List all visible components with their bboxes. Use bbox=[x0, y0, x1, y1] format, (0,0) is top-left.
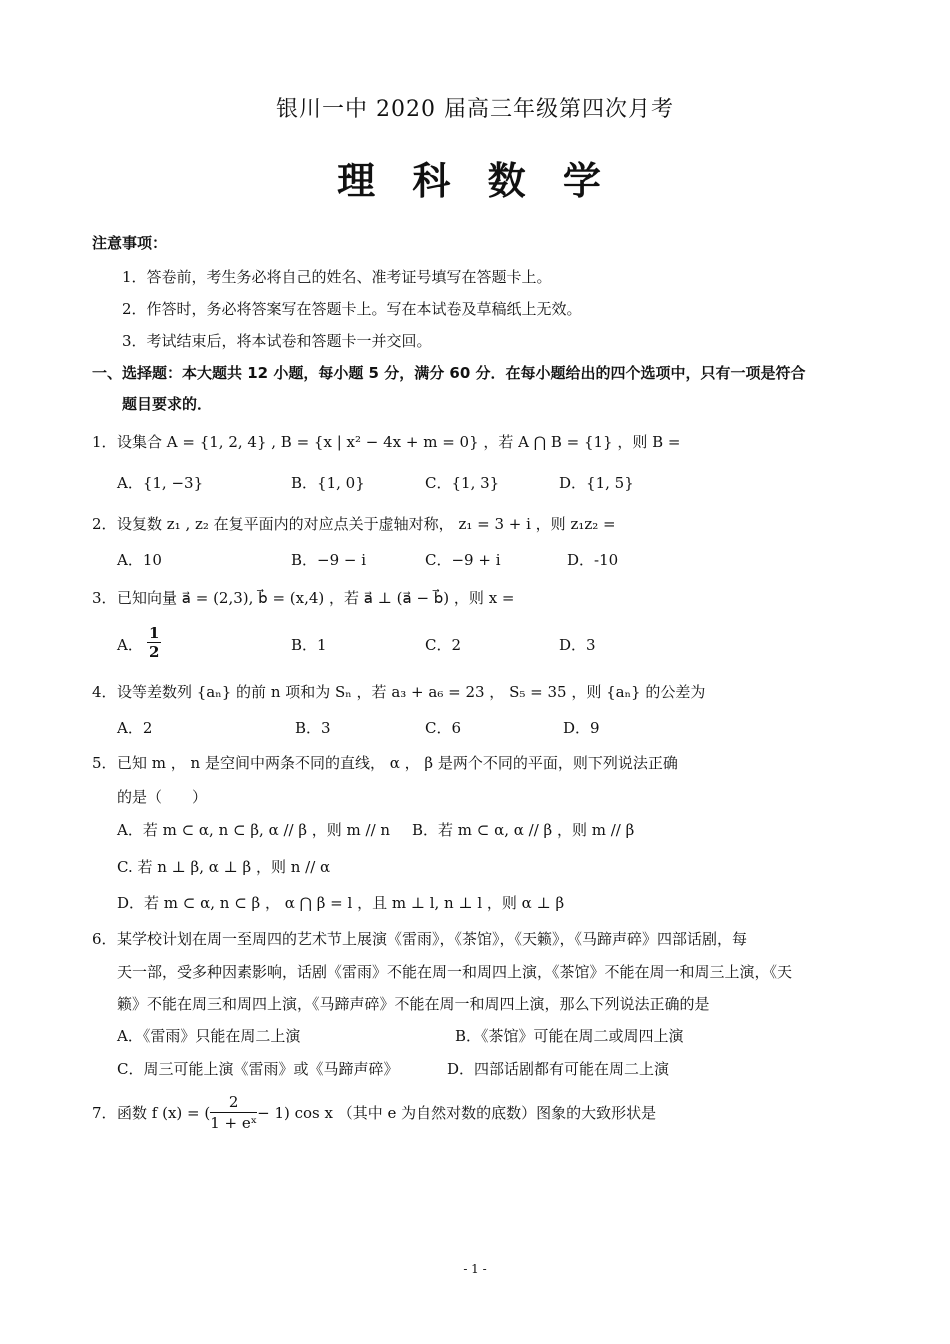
notice-title: 注意事项： bbox=[92, 234, 168, 252]
question-stem: 已知向量 a⃗ = (2,3), b⃗ = (x,4) ，若 a⃗ ⊥ (a⃗ − b⃗) ，则 x = bbox=[117, 589, 515, 607]
fraction-numerator: 1 bbox=[149, 624, 160, 642]
question-stem-continued: 籁》不能在周三和周四上演，《马蹄声碎》不能在周一和周四上演，那么下列说法正确的是 bbox=[117, 995, 710, 1013]
question-1 bbox=[92, 431, 680, 452]
option-c: C．−9 + i bbox=[425, 551, 501, 569]
option-a: A．《雷雨》只能在周二上演 bbox=[117, 1027, 301, 1045]
notice-item: 2．作答时，务必将答案写在答题卡上。写在本试卷及草稿纸上无效。 bbox=[122, 300, 582, 318]
question-stem: 设集合 A = {1, 2, 4} , B = {x | x² − 4x + m = 0} ，若 A ⋂ B = {1} ，则 B = bbox=[117, 433, 681, 451]
option-c: C．2 bbox=[425, 636, 462, 654]
question-7 bbox=[92, 1092, 656, 1133]
option-b: B．若 m ⊂ α, α // β ，则 m // β bbox=[412, 821, 635, 839]
option-d: D．若 m ⊂ α, n ⊂ β ， α ⋂ β = l ，且 m ⊥ l, n ⊥ l ，则 α ⊥ β bbox=[117, 894, 565, 912]
option-a bbox=[117, 624, 160, 661]
fraction-denominator: 2 bbox=[149, 643, 160, 661]
question-6 bbox=[92, 928, 747, 949]
page-number: - 1 - bbox=[463, 1262, 487, 1276]
option-b: B．−9 − i bbox=[291, 551, 367, 569]
question-2 bbox=[92, 513, 616, 534]
question-number: 6． bbox=[92, 930, 117, 948]
formula-prefix: 函数 f (x) = ( bbox=[117, 1104, 211, 1122]
option-c: C．{1, 3} bbox=[425, 474, 500, 492]
question-number: 2． bbox=[92, 515, 117, 533]
option-d: D．{1, 5} bbox=[559, 474, 634, 492]
question-4 bbox=[92, 681, 705, 702]
section-line: 一、选择题：本大题共 12 小题，每小题 5 分，满分 60 分．在每小题给出的四个选项中，只有一项是符合 bbox=[92, 364, 806, 382]
question-3 bbox=[92, 587, 515, 608]
fraction-denominator: 1 + eˣ bbox=[210, 1114, 258, 1132]
option-a: A．2 bbox=[117, 719, 153, 737]
option-c: C. 若 n ⊥ β, α ⊥ β ，则 n // α bbox=[117, 858, 331, 876]
section-line: 题目要求的． bbox=[122, 395, 213, 413]
fraction bbox=[147, 624, 161, 661]
fraction bbox=[210, 1092, 257, 1133]
question-stem-continued: 的是（ ） bbox=[117, 788, 208, 806]
exam-title: 理 科 数 学 bbox=[337, 159, 613, 203]
question-number: 3． bbox=[92, 589, 117, 607]
question-number: 4． bbox=[92, 683, 117, 701]
option-b: B．{1, 0} bbox=[291, 474, 365, 492]
notice-item: 3．考试结束后，将本试卷和答题卡一并交回。 bbox=[122, 332, 432, 350]
question-stem-continued: 天一部，受多种因素影响，话剧《雷雨》不能在周一和周四上演，《茶馆》不能在周一和周三上演，《天 bbox=[117, 963, 793, 981]
section-heading bbox=[92, 358, 872, 420]
option-d: D．9 bbox=[563, 719, 600, 737]
option-d: D．3 bbox=[559, 636, 596, 654]
option-c: C．周三可能上演《雷雨》或《马蹄声碎》 bbox=[117, 1060, 399, 1078]
question-stem: 设复数 z₁ , z₂ 在复平面内的对应点关于虚轴对称， z₁ = 3 + i ，则 z₁z₂ = bbox=[117, 515, 616, 533]
exam-header: 银川一中 2020 届高三年级第四次月考 bbox=[276, 97, 674, 122]
formula-suffix: − 1) cos x （其中 e 为自然对数的底数）图象的大致形状是 bbox=[257, 1104, 657, 1122]
option-d: D．四部话剧都有可能在周二上演 bbox=[447, 1060, 670, 1078]
option-b: B．1 bbox=[291, 636, 327, 654]
question-stem: 设等差数列 {aₙ} 的前 n 项和为 Sₙ ，若 a₃ + a₆ = 23 ， S₅ = 35 ，则 {aₙ} 的公差为 bbox=[117, 683, 706, 701]
option-a: A．{1, −3} bbox=[117, 474, 204, 492]
option-c: C．6 bbox=[425, 719, 462, 737]
question-number: 7． bbox=[92, 1104, 117, 1122]
option-d: D．-10 bbox=[567, 551, 619, 569]
question-number: 5． bbox=[92, 754, 117, 772]
fraction-numerator: 2 bbox=[210, 1092, 257, 1113]
option-b: B．3 bbox=[295, 719, 331, 737]
question-stem: 已知 m ， n 是空间中两条不同的直线， α ， β 是两个不同的平面，则下列说法正确 bbox=[117, 754, 678, 772]
option-a: A．10 bbox=[117, 551, 162, 569]
question-stem: 某学校计划在周一至周四的艺术节上展演《雷雨》，《茶馆》，《天籁》，《马蹄声碎》四部话剧，每 bbox=[117, 930, 748, 948]
option-b: B．《茶馆》可能在周二或周四上演 bbox=[455, 1027, 684, 1045]
question-number: 1． bbox=[92, 433, 117, 451]
notice-item: 1．答卷前，考生务必将自己的姓名、准考证号填写在答题卡上。 bbox=[122, 268, 552, 286]
option-a: A．若 m ⊂ α, n ⊂ β, α // β ，则 m // n bbox=[117, 821, 391, 839]
option-label: A． bbox=[117, 636, 143, 654]
question-5 bbox=[92, 752, 678, 773]
